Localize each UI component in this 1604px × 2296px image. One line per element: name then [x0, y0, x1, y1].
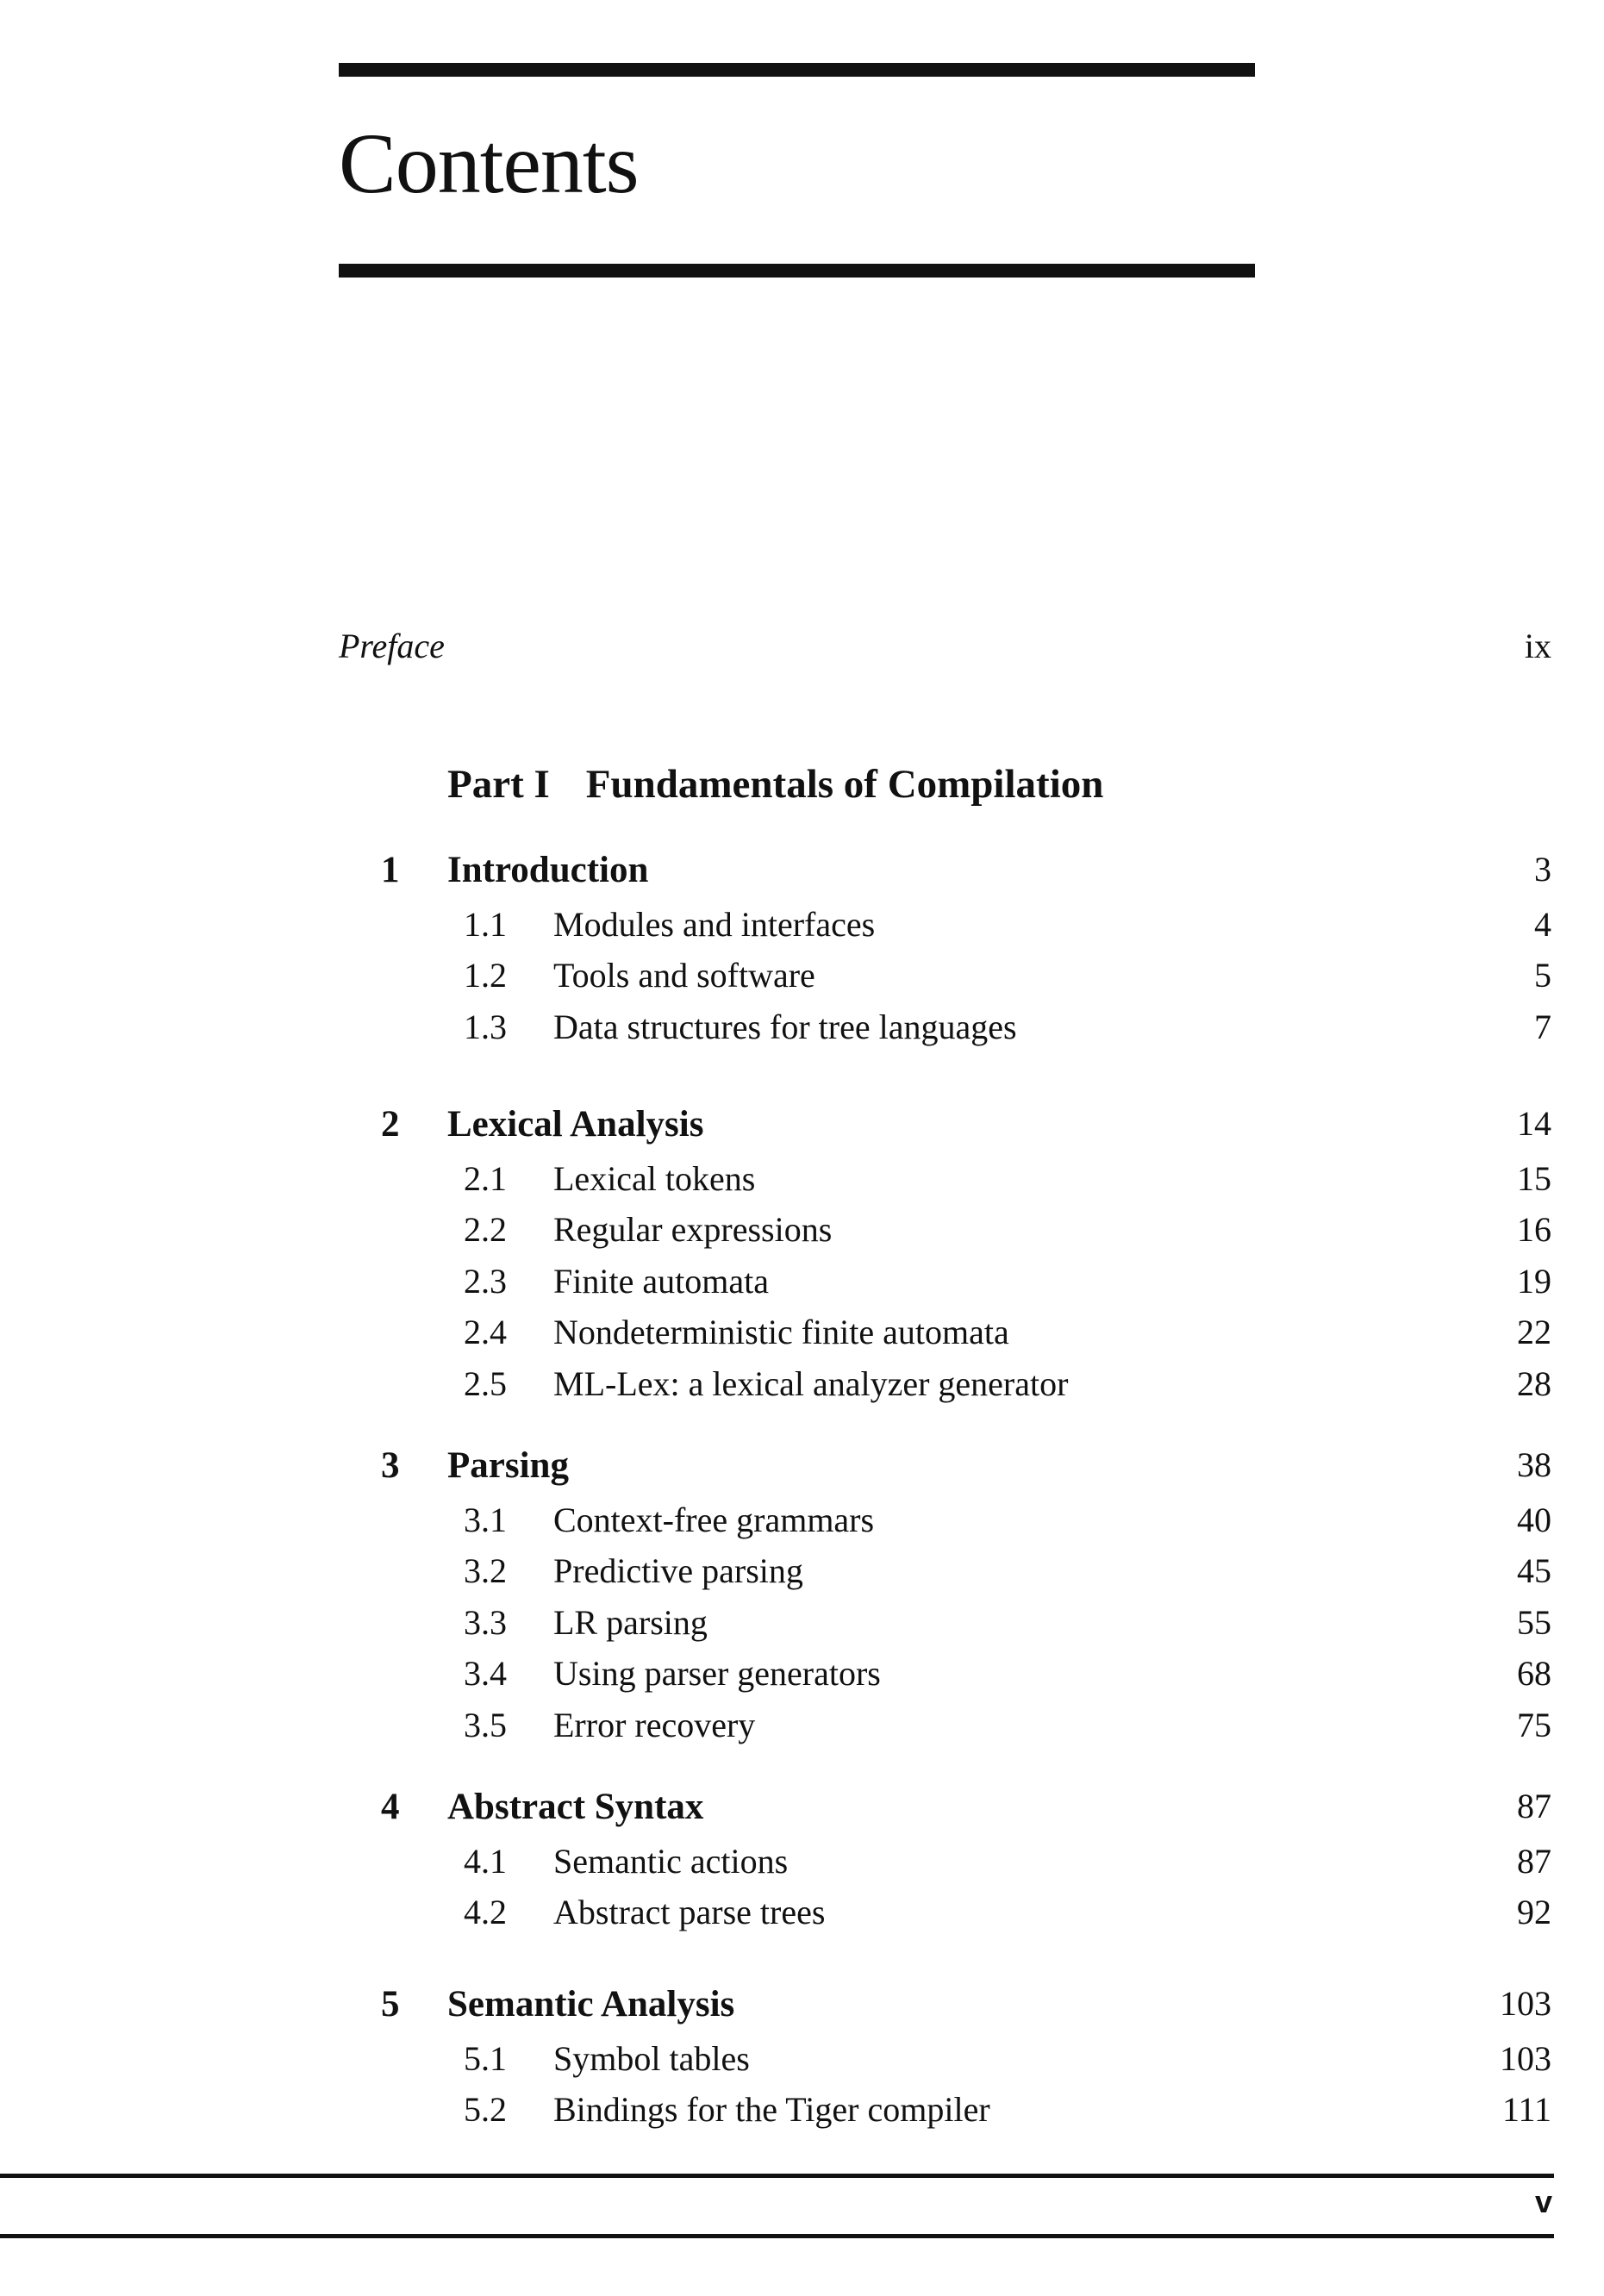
chapter-page-number: 87	[1517, 1787, 1551, 1825]
chapter-title: Introduction	[447, 850, 649, 890]
section-entry	[0, 1550, 1604, 1602]
section-title: Modules and interfaces	[553, 904, 876, 944]
section-entry	[0, 955, 1604, 1007]
section-page-number: 28	[1517, 1363, 1551, 1403]
section-number: 3.5	[464, 1705, 507, 1744]
footer-rule-top	[0, 2174, 1554, 2178]
section-page-number: 4	[1534, 904, 1551, 944]
header-rule-top	[339, 63, 1255, 77]
part-number: Part I	[447, 762, 550, 807]
chapter-entry	[0, 1103, 1604, 1155]
section-entry	[0, 1653, 1604, 1705]
section-number: 1.1	[464, 904, 507, 944]
section-page-number: 45	[1517, 1551, 1551, 1590]
section-page-number: 19	[1517, 1261, 1551, 1301]
section-title: LR parsing	[553, 1602, 708, 1642]
section-title: Abstract parse trees	[553, 1893, 826, 1931]
section-entry	[0, 1261, 1604, 1313]
section-page-number: 87	[1517, 1841, 1551, 1881]
chapter-entry	[0, 1786, 1604, 1837]
section-title: Context-free grammars	[553, 1500, 875, 1539]
section-page-number: 15	[1517, 1158, 1551, 1198]
chapter-title: Abstract Syntax	[447, 1787, 704, 1827]
section-page-number: 111	[1501, 2090, 1551, 2129]
chapter-number: 5	[381, 1984, 400, 2025]
section-number: 2.4	[464, 1313, 507, 1351]
section-number: 2.5	[464, 1363, 507, 1403]
section-entry	[0, 2089, 1604, 2141]
chapter-entry	[0, 1983, 1604, 2035]
section-page-number: 103	[1500, 2038, 1551, 2078]
section-title: Using parser generators	[553, 1654, 881, 1693]
preface-page-number: ix	[1524, 627, 1551, 665]
section-title: Symbol tables	[553, 2038, 750, 2078]
chapter-entry	[0, 849, 1604, 901]
section-number: 3.2	[464, 1551, 507, 1590]
chapter-page-number: 38	[1517, 1445, 1551, 1484]
section-entry	[0, 1209, 1604, 1261]
part-title: Fundamentals of Compilation	[585, 762, 1104, 807]
section-page-number: 22	[1517, 1313, 1551, 1351]
section-entry	[0, 1705, 1604, 1756]
part-heading	[447, 761, 1103, 808]
chapter-number: 2	[381, 1104, 400, 1145]
section-number: 3.3	[464, 1602, 507, 1642]
chapter-number: 3	[381, 1445, 400, 1486]
section-entry	[0, 1602, 1604, 1654]
section-entry	[0, 1841, 1604, 1893]
preface-label: Preface	[339, 627, 445, 665]
chapter-page-number: 14	[1517, 1104, 1551, 1143]
section-entry	[0, 1363, 1604, 1415]
chapter-page-number: 3	[1534, 850, 1551, 889]
section-page-number: 55	[1517, 1602, 1551, 1642]
footer-rule-bottom	[0, 2234, 1554, 2238]
chapter-title: Parsing	[447, 1445, 569, 1486]
section-number: 2.2	[464, 1210, 507, 1249]
section-page-number: 92	[1517, 1893, 1551, 1931]
section-title: Regular expressions	[553, 1210, 833, 1249]
section-page-number: 5	[1534, 956, 1551, 995]
section-number: 5.1	[464, 2038, 507, 2078]
chapter-number: 1	[381, 850, 400, 890]
section-title: Semantic actions	[553, 1841, 789, 1881]
page-title: Contents	[339, 115, 639, 211]
section-page-number: 16	[1517, 1210, 1551, 1249]
chapter-title: Lexical Analysis	[447, 1104, 704, 1145]
chapter-title: Semantic Analysis	[447, 1984, 735, 2025]
section-number: 2.3	[464, 1261, 507, 1301]
header-rule-bottom	[339, 264, 1255, 278]
section-entry	[0, 2038, 1604, 2090]
section-number: 1.2	[464, 956, 507, 995]
section-page-number: 68	[1517, 1654, 1551, 1693]
section-entry	[0, 1007, 1604, 1058]
section-number: 2.1	[464, 1158, 507, 1198]
section-title: Nondeterministic finite automata	[553, 1313, 1009, 1351]
section-page-number: 75	[1517, 1705, 1551, 1744]
section-title: Error recovery	[553, 1705, 756, 1744]
section-title: Lexical tokens	[553, 1158, 756, 1198]
section-entry	[0, 1312, 1604, 1363]
section-title: Bindings for the Tiger compiler	[553, 2090, 990, 2129]
section-entry	[0, 904, 1604, 956]
section-number: 3.1	[464, 1500, 507, 1539]
section-title: Finite automata	[553, 1261, 769, 1301]
section-title: ML-Lex: a lexical analyzer generator	[553, 1363, 1069, 1403]
section-page-number: 40	[1517, 1500, 1551, 1539]
section-number: 5.2	[464, 2090, 507, 2129]
section-entry	[0, 1892, 1604, 1943]
section-page-number: 7	[1534, 1007, 1551, 1046]
section-title: Predictive parsing	[553, 1551, 803, 1590]
section-entry	[0, 1158, 1604, 1210]
section-number: 3.4	[464, 1654, 507, 1693]
chapter-entry	[0, 1444, 1604, 1496]
section-number: 4.2	[464, 1893, 507, 1931]
section-title: Tools and software	[553, 956, 815, 995]
chapter-number: 4	[381, 1787, 400, 1827]
chapter-page-number: 103	[1500, 1984, 1551, 2023]
folio-page-number: v	[1534, 2184, 1552, 2219]
section-number: 4.1	[464, 1841, 507, 1881]
section-number: 1.3	[464, 1007, 507, 1046]
section-entry	[0, 1500, 1604, 1551]
section-title: Data structures for tree languages	[553, 1007, 1017, 1046]
